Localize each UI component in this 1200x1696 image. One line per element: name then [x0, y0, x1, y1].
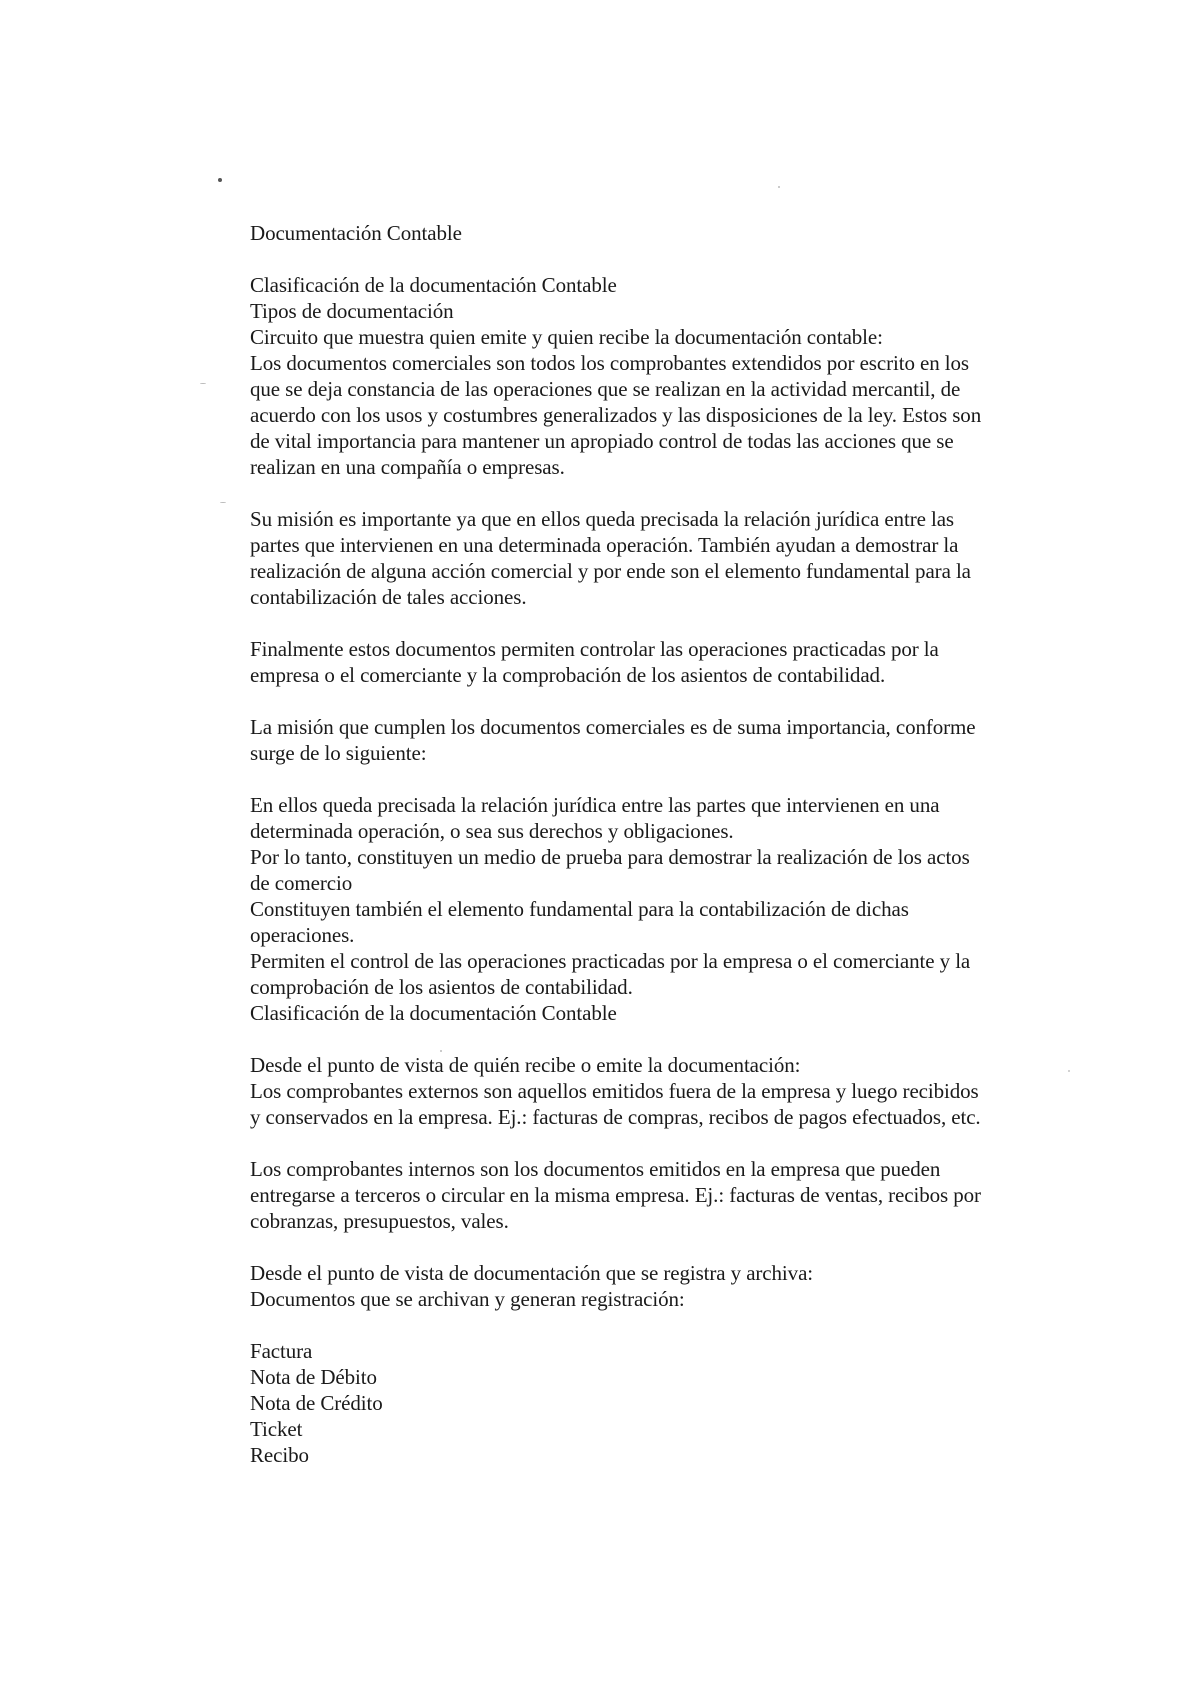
text-line: Desde el punto de vista de documentación que se registra y archiva:	[250, 1261, 814, 1285]
text-line: Constituyen también el elemento fundamental para la contabilización de dichas	[250, 897, 909, 921]
text-line: Los documentos comerciales son todos los comprobantes extendidos por escrito en los	[250, 351, 969, 375]
paragraph-externos	[250, 1052, 1080, 1130]
paragraph-funciones	[250, 792, 1080, 1026]
text-line: de vital importancia para mantener un apropiado control de todas las acciones que se	[250, 429, 954, 453]
list-item: Factura	[250, 1339, 313, 1363]
text-line: Los comprobantes internos son los documentos emitidos en la empresa que pueden	[250, 1157, 941, 1181]
scan-speck	[778, 186, 780, 188]
list-item: Ticket	[250, 1417, 303, 1441]
text-line: Finalmente estos documentos permiten controlar las operaciones practicadas por la	[250, 637, 939, 661]
document-title: Documentación Contable	[250, 221, 462, 245]
text-line: de comercio	[250, 871, 353, 895]
text-line: surge de lo siguiente:	[250, 741, 427, 765]
list-item: Nota de Débito	[250, 1365, 377, 1389]
document-type-list	[250, 1338, 1080, 1468]
text-line: Permiten el control de las operaciones practicadas por la empresa o el comerciante y la	[250, 949, 971, 973]
text-line: Circuito que muestra quien emite y quien recibe la documentación contable:	[250, 325, 883, 349]
text-line: Clasificación de la documentación Contable	[250, 1001, 617, 1025]
text-line: realizan en una compañía o empresas.	[250, 455, 565, 479]
text-line: y conservados en la empresa. Ej.: facturas de compras, recibos de pagos efectuados, etc.	[250, 1105, 981, 1129]
text-line: Documentos que se archivan y generan registración:	[250, 1287, 685, 1311]
scan-speck	[200, 383, 206, 384]
text-line: Tipos de documentación	[250, 299, 454, 323]
text-line: que se deja constancia de las operaciones que se realizan en la actividad mercantil, de	[250, 377, 961, 401]
text-line: contabilización de tales acciones.	[250, 585, 527, 609]
paragraph-finalmente	[250, 636, 1080, 688]
text-line: operaciones.	[250, 923, 355, 947]
text-line: cobranzas, presupuestos, vales.	[250, 1209, 509, 1233]
text-line: comprobación de los asientos de contabilidad.	[250, 975, 633, 999]
text-line: En ellos queda precisada la relación jurídica entre las partes que intervienen en una	[250, 793, 940, 817]
text-line: entregarse a terceros o circular en la misma empresa. Ej.: facturas de ventas, recibos por	[250, 1183, 981, 1207]
scan-speck	[218, 178, 222, 182]
document-body	[250, 220, 1080, 1468]
text-line: Los comprobantes externos son aquellos emitidos fuera de la empresa y luego recibidos	[250, 1079, 979, 1103]
text-line: determinada operación, o sea sus derechos y obligaciones.	[250, 819, 734, 843]
paragraph-registro	[250, 1260, 1080, 1312]
list-item: Recibo	[250, 1443, 309, 1467]
text-line: Clasificación de la documentación Contable	[250, 273, 617, 297]
text-line: acuerdo con los usos y costumbres generalizados y las disposiciones de la ley. Estos son	[250, 403, 982, 427]
text-line: Desde el punto de vista de quién recibe o emite la documentación:	[250, 1053, 801, 1077]
paragraph-importancia	[250, 714, 1080, 766]
list-item: Nota de Crédito	[250, 1391, 383, 1415]
text-line: Su misión es importante ya que en ellos queda precisada la relación jurídica entre las	[250, 507, 954, 531]
text-line: realización de alguna acción comercial y por ende son el elemento fundamental para la	[250, 559, 971, 583]
paragraph-mision	[250, 506, 1080, 610]
scan-speck	[220, 502, 226, 503]
paragraph-internos	[250, 1156, 1080, 1234]
text-line: La misión que cumplen los documentos comerciales es de suma importancia, conforme	[250, 715, 976, 739]
paragraph-intro	[250, 272, 1080, 480]
text-line: empresa o el comerciante y la comprobación de los asientos de contabilidad.	[250, 663, 886, 687]
text-line: Por lo tanto, constituyen un medio de prueba para demostrar la realización de los actos	[250, 845, 970, 869]
text-line: partes que intervienen en una determinada operación. También ayudan a demostrar la	[250, 533, 959, 557]
